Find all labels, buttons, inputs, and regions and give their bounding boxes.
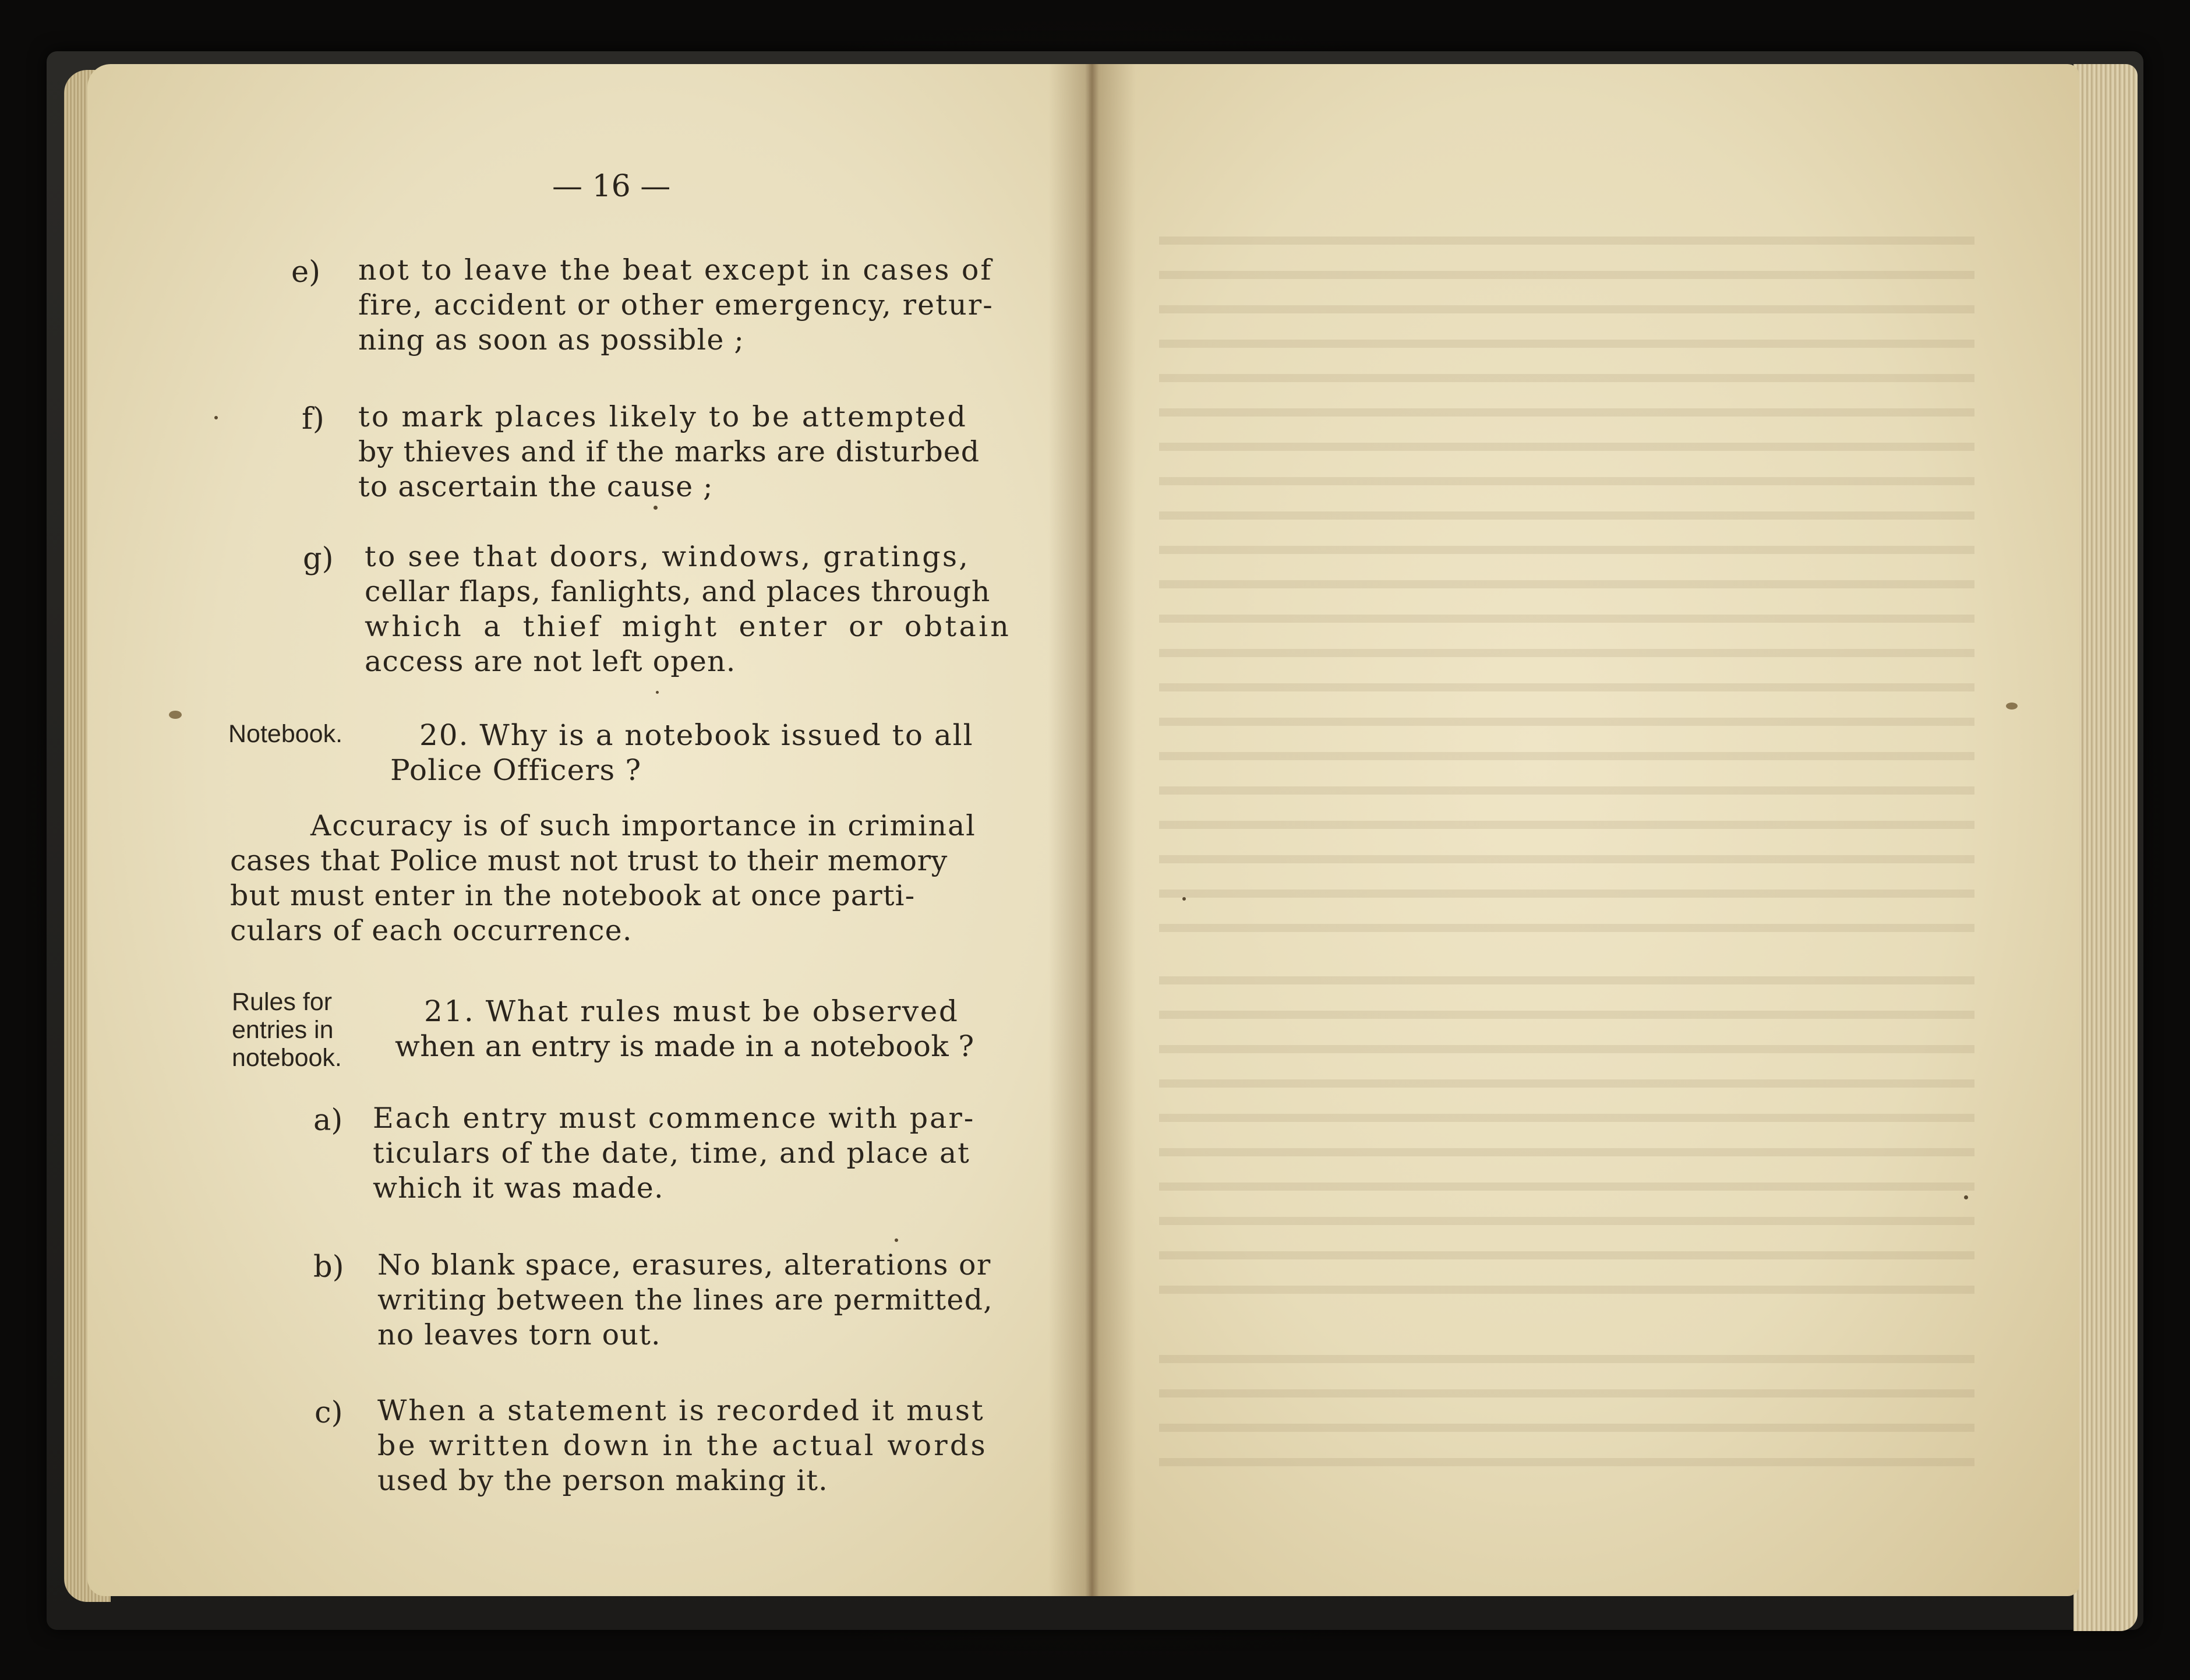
text-line: ticulars of the date, time, and place at [373, 1137, 970, 1170]
text-line: be written down in the actual words [377, 1429, 988, 1462]
text-line: when an entry is made in a notebook ? [395, 1029, 974, 1063]
text-line: which a thief might enter or obtain [365, 610, 1012, 643]
item-text [377, 1248, 993, 1353]
paper-speck [2006, 703, 2018, 710]
item-label: e) [291, 255, 321, 290]
text-line: 20. Why is a notebook issued to all [419, 718, 974, 752]
text-line: not to leave the beat except in cases of [358, 253, 993, 287]
paper-speck [214, 416, 218, 419]
text-line: cellar flaps, fanlights, and places through [365, 575, 991, 608]
question-20 [390, 718, 974, 788]
paper-speck [654, 506, 658, 510]
text-line: No blank space, erasures, alterations or [377, 1248, 991, 1282]
text-line: used by the person making it. [377, 1464, 828, 1497]
item-text [377, 1393, 988, 1498]
item-label: c) [315, 1396, 343, 1430]
text-line: access are not left open. [365, 645, 736, 678]
text-line: fire, accident or other emergency, retur- [358, 288, 994, 322]
item-label: a) [313, 1103, 343, 1138]
item-label: b) [313, 1250, 344, 1284]
text-line: to ascertain the cause ; [358, 470, 713, 503]
text-line: entries in [232, 1016, 334, 1044]
text-line: cases that Police must not trust to their memory [230, 844, 948, 877]
text-line: but must enter in the notebook at once parti- [230, 879, 916, 912]
paper-speck [656, 691, 659, 694]
text-line: to mark places likely to be attempted [358, 400, 968, 433]
book-gutter [1048, 64, 1136, 1596]
item-label: f) [302, 402, 324, 436]
text-line: Each entry must commence with par- [373, 1102, 976, 1135]
text-line: Accuracy is of such importance in criminal [310, 809, 976, 842]
paper-speck [1182, 897, 1186, 901]
text-line: writing between the lines are permitted, [377, 1283, 993, 1317]
text-line: 21. What rules must be observed [424, 994, 959, 1028]
page-edges-right [2074, 64, 2138, 1631]
show-through-text-block [1159, 961, 1974, 1305]
text-line: ning as soon as possible ; [358, 323, 745, 357]
text-line: culars of each occurrence. [230, 914, 633, 947]
text-line: notebook. [232, 1044, 342, 1072]
item-text [365, 539, 1011, 679]
text-line: Rules for [232, 988, 333, 1016]
margin-note: Notebook. [228, 720, 343, 748]
item-label: g) [303, 542, 334, 576]
item-text [373, 1101, 975, 1206]
text-line: which it was made. [373, 1171, 664, 1205]
paper-speck [169, 711, 182, 719]
show-through-text-block [1159, 1340, 1974, 1491]
text-line: When a statement is recorded it must [377, 1394, 985, 1427]
text-line: no leaves torn out. [377, 1318, 661, 1351]
question-21 [395, 994, 974, 1064]
show-through-text-block [1159, 221, 1974, 932]
paper-speck [1964, 1195, 1968, 1199]
answer-20 [230, 809, 976, 948]
text-line: by thieves and if the marks are disturbed [358, 435, 980, 468]
paper-speck [895, 1238, 898, 1242]
text-line: to see that doors, windows, gratings, [365, 540, 970, 573]
item-text [358, 253, 994, 358]
page-number: — 16 — [552, 169, 671, 204]
text-line: Police Officers ? [390, 753, 642, 787]
margin-note [232, 988, 342, 1072]
item-text [358, 400, 980, 504]
